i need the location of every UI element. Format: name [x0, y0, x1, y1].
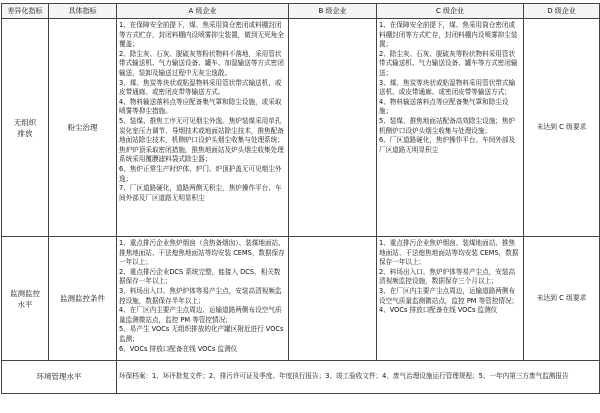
requirement-item: 4、物料输送落料点等应配备集气罩和除尘设施，或采取喷雾等抑尘措施。: [119, 97, 282, 116]
category-label-line-1: 监测监控: [10, 288, 40, 298]
grading-table: [1, 3, 600, 394]
requirement-item: 5、装煤、推焦地面站配备高效除尘设施；焦炉机侧炉口设炉头烟尘收集与处理设施；: [379, 116, 516, 135]
category-label-line-1: 无组织: [13, 117, 37, 127]
header-indicator-category: 差异化指标: [2, 4, 49, 19]
requirement-item: 6、焦炉正常生产时炉体、炉门、炉顶护盖无可见烟尘外逸；: [119, 164, 282, 183]
requirement-item: 2、除尘灰、石灰、脱硫灰等粉状物料不落地，采用管状带式输送机、气力输送设备、罐车、加湿输送等方式密闭输送，装卸及输送过程中无灰尘逸散。: [119, 49, 284, 77]
requirement-item: 1、重点排污企业焦炉烟囱、装煤地面站、推焦地面站、干法熄焦地面站等均安装 CEMS，数据保存一年以上；: [379, 239, 519, 267]
category-label-line-2: 水平: [17, 299, 33, 309]
requirement-item: 4、在厂区内主要产尘点周边、运输道路两侧布设空气质量监测微站点，监控 PM 等管控情况；: [119, 306, 282, 324]
grade-b-monitoring-requirements: [289, 237, 377, 361]
requirement-item: 3、在厂区内主要产尘点周边，运输道路两侧布设空气质量监测微站点，监控 PM 等管控情况；: [379, 286, 519, 305]
requirement-item: 1、在保障安全前提下，煤、焦采用筒仓密闭或料棚封闭等方式贮存，封闭料棚内设喷雾抑尘装置，做到无死角全覆盖；: [119, 21, 284, 49]
header-grade-c: C 级企业: [377, 4, 524, 19]
requirement-item: 3、煤、焦炭等块状或粘湿物料采用管状带式输送机、或皮带通廊、或密闭皮带等输送方式。: [119, 78, 282, 97]
category-cell-monitoring: [2, 237, 49, 361]
indicator-dust-control: 粉尘治理: [49, 19, 117, 237]
indicator-monitoring-conditions: 监测监控条件: [49, 237, 117, 361]
grade-d-dust-requirements: 未达到 C 级要求: [524, 19, 600, 237]
requirement-item: 2、料场出入口、焦炉炉体等易产尘点，安装高清视频监控设施，数据保存三个月以上；: [379, 267, 516, 286]
header-grade-d: D 级企业: [524, 4, 600, 19]
category-label-line-2: 排放: [17, 128, 33, 138]
header-row: [2, 4, 600, 19]
grade-c-dust-requirements: [377, 19, 524, 237]
category-cell-environment-management: 环境管理水平: [2, 361, 117, 394]
category-cell-fugitive: [2, 19, 49, 237]
requirement-item: 3、料场出入口、焦炉炉体等易产尘点，安装高清视频监控设施，数据保存半年以上；: [119, 286, 282, 305]
grade-a-dust-requirements: [117, 19, 289, 237]
grade-b-dust-requirements: [289, 19, 377, 237]
environment-archive-requirements: 环保档案：1、环评批复文件；2、排污许可证及季度、年度执行报告；3、竣工验收文件；4、废气治理设施运行管理规程；5、一年内第三方废气监测报告: [117, 361, 600, 394]
grade-c-monitoring-requirements: [377, 237, 524, 361]
requirement-item: 2、除尘灰、石灰、脱硫灰等粉状物料采用管状带式输送机、气力输送设备、罐车等方式密闭输送；: [379, 49, 518, 77]
table-row-fugitive-emission: [2, 19, 600, 237]
table-row-environment-management: [2, 361, 600, 394]
grade-d-monitoring-requirements: 未达到 C 级要求: [524, 237, 600, 361]
header-specific-indicator: 具体指标: [49, 4, 117, 19]
requirement-item: 7、厂区道路硬化，道路两侧无积尘，焦炉操作平台、车间外部及厂区道路无明显积尘: [119, 184, 282, 202]
header-grade-b: B 级企业: [289, 4, 377, 19]
requirement-item: 3、煤、焦炭等块状或粘湿物料采用管状带式输送机、或皮带通廊、或密闭皮带等输送方式；: [379, 78, 516, 97]
requirement-item: 6、VOCs 排放口配备在线 VOCs 监测仪: [119, 344, 238, 353]
requirement-item: 1、在保障安全前提下，煤、焦采用筒仓密闭或料棚封闭等方式贮存，封闭料棚内设喷雾抑尘装置；: [379, 21, 518, 49]
grade-a-monitoring-requirements: [117, 237, 289, 361]
requirement-item: 5、易产生 VOCs 无组织排放的化产罐区附近进行 VOCs 监测；: [119, 325, 284, 343]
table-row-monitoring: [2, 237, 600, 361]
requirement-item: 4、VOCs 排放口配备在线 VOCs 监测仪: [379, 306, 498, 315]
grading-table-wrapper: [1, 3, 599, 407]
requirement-item: 4、物料输送落料点等应配备集气罩和除尘设施；: [379, 97, 509, 116]
header-grade-a: A 级企业: [117, 4, 289, 19]
requirement-item: 5、装煤、推焦工序无可见烟尘外逸。焦炉装煤采用单孔炭化室压力调节、导烟技术或地面站除尘技术，推焦配备地面站除尘技术，机侧炉口设炉头烟尘收集与处理系统；焦炉炉顶采取密闭措施，推焦地面站及炉头烟尘收集处理系统采用覆膜滤料袋式除尘器；: [119, 116, 284, 164]
requirement-item: 6、厂区道路硬化，焦炉操作平台、车间外部及厂区道路无明显积尘: [379, 136, 516, 154]
requirement-item: 2、重点排污企业DCS 系统完整，能接入 DCS，相关数据保存一年以上；: [119, 267, 281, 286]
requirement-item: 1、重点排污企业焦炉烟囱（含热备烟囱）、装煤地面站、推焦地面站、干法熄焦地面站等均安装 CEMS，数据保存一年以上；: [119, 239, 285, 267]
